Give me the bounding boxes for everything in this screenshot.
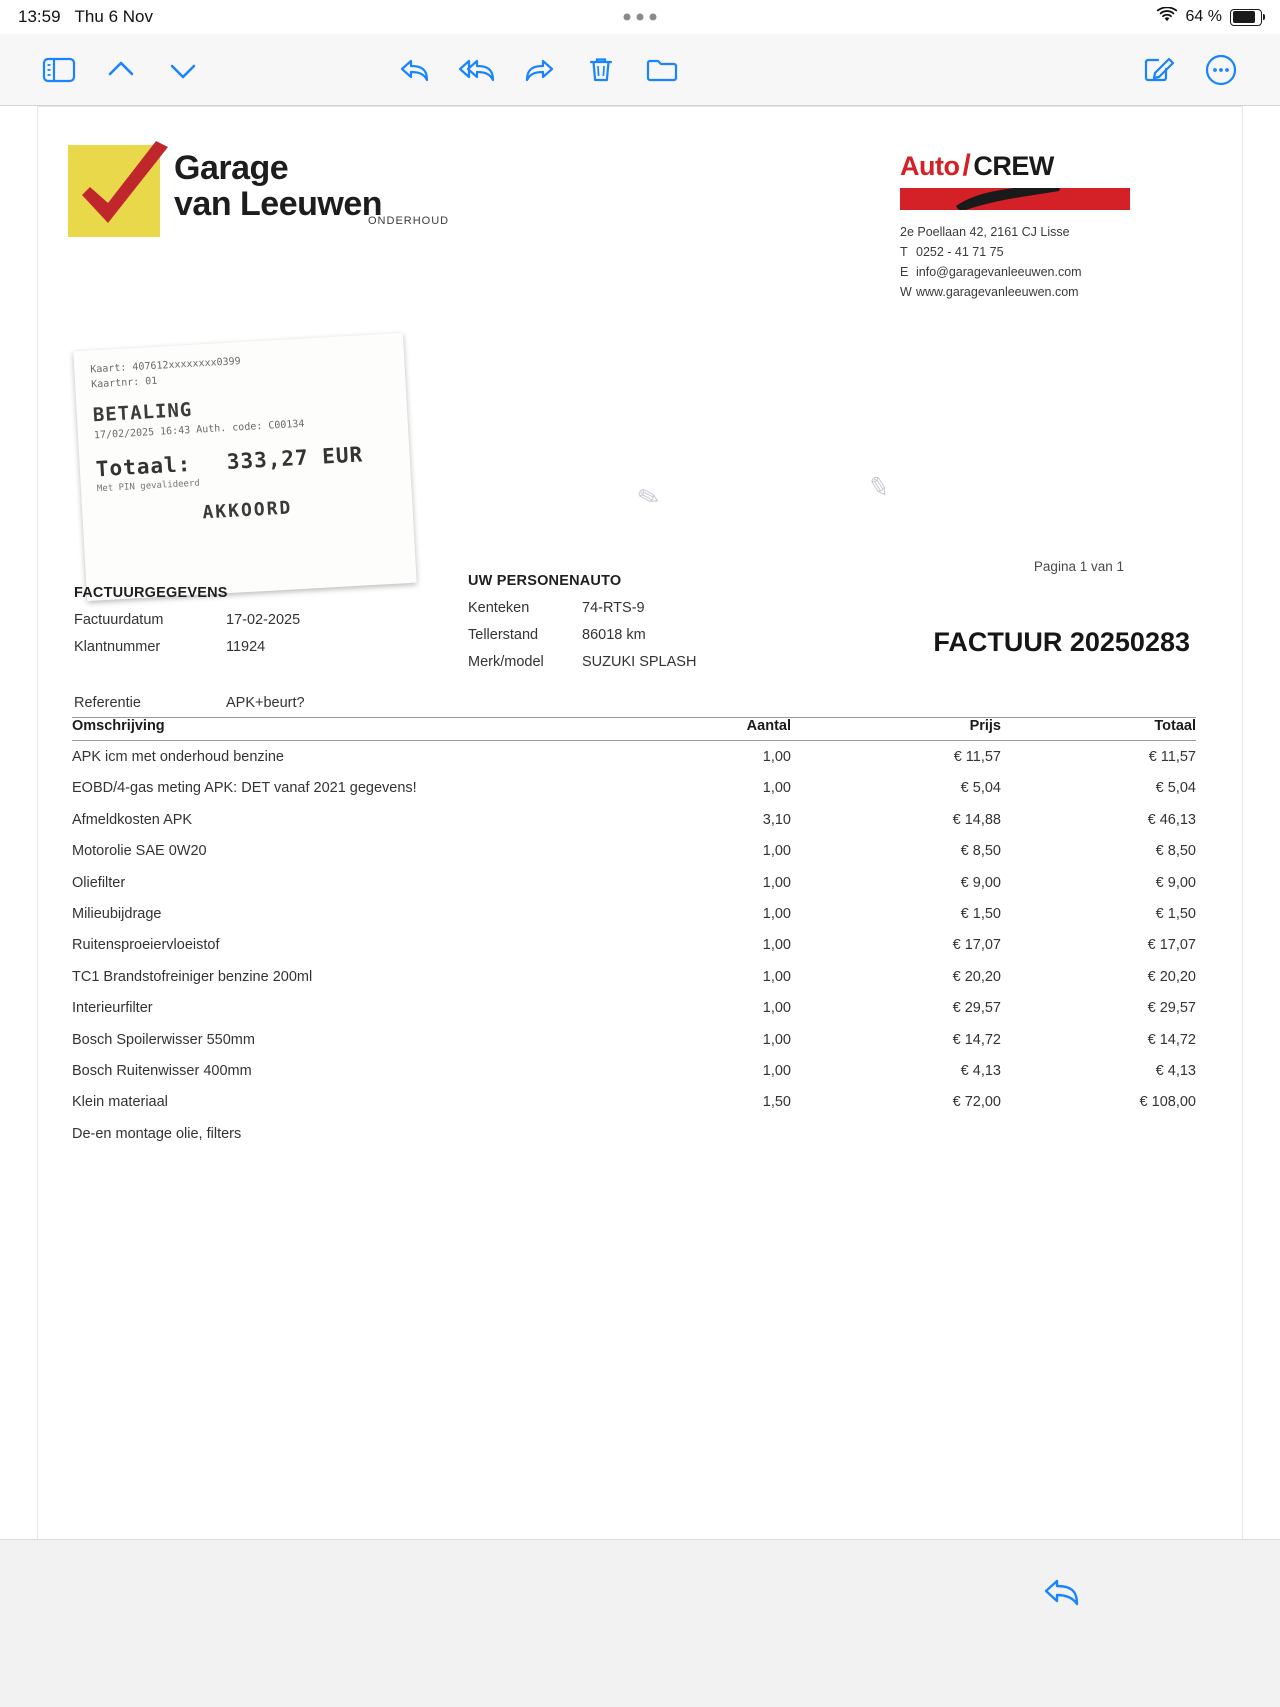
- autocrew-web: www.garagevanleeuwen.com: [916, 285, 1079, 299]
- cell-price: € 17,07: [952, 937, 1001, 954]
- invoice-data-row: [74, 612, 434, 628]
- cell-total: € 46,13: [1147, 811, 1196, 828]
- status-date: Thu 6 Nov: [74, 7, 153, 26]
- cell-total: € 29,57: [1147, 1000, 1196, 1017]
- autocrew-red-bar: [900, 188, 1130, 210]
- column-header-price: Prijs: [969, 718, 1001, 734]
- receipt-pin-note: Met PIN gevalideerd: [96, 478, 201, 495]
- chevron-down-icon[interactable]: [152, 44, 214, 96]
- status-bar-left: [18, 7, 153, 27]
- table-row: [72, 937, 1196, 968]
- column-header-description: Omschrijving: [72, 718, 165, 734]
- folder-icon[interactable]: [632, 44, 694, 96]
- cell-quantity: 1,00: [762, 780, 791, 797]
- reply-icon[interactable]: [384, 44, 446, 96]
- more-options-icon[interactable]: [1190, 44, 1252, 96]
- receipt-title: BETALING: [92, 398, 193, 427]
- wifi-icon: [1156, 7, 1178, 28]
- status-bar-handle[interactable]: [624, 14, 657, 21]
- cell-quantity: 1,00: [762, 968, 791, 985]
- invoice-data-heading: FACTUURGEGEVENS: [74, 585, 228, 601]
- vehicle-heading: UW PERSONENAUTO: [468, 573, 622, 589]
- receipt-card-nr-line: Kaartnr: 01: [90, 375, 158, 391]
- make-model-label: Merk/model: [468, 654, 544, 670]
- cell-price: € 20,20: [952, 968, 1001, 985]
- vehicle-row: [468, 654, 798, 670]
- toolbar-nav-group: [28, 44, 214, 96]
- table-row: [72, 749, 1196, 780]
- wrench-icon: [946, 188, 1096, 210]
- autocrew-email-key: E: [900, 265, 909, 279]
- invoice-date-value: 17-02-2025: [226, 612, 301, 628]
- reference-row: [74, 695, 305, 711]
- logo-line-2: van Leeuwen: [174, 184, 383, 223]
- invoice-date-label: Factuurdatum: [74, 612, 164, 628]
- autocrew-word-crew: CREW: [973, 150, 1054, 181]
- page-indicator: Pagina 1 van 1: [1033, 559, 1124, 574]
- invoice-page: [38, 107, 1242, 1647]
- table-row: [72, 843, 1196, 874]
- cell-quantity: 1,00: [762, 749, 791, 765]
- forward-icon[interactable]: [508, 44, 570, 96]
- reply-all-icon[interactable]: [446, 44, 508, 96]
- invoice-data-block: [74, 585, 434, 655]
- column-header-total: Totaal: [1154, 718, 1196, 734]
- cell-quantity: 3,10: [762, 811, 791, 828]
- cell-quantity: 1,00: [762, 1000, 791, 1017]
- invoice-number: FACTUUR 20250283: [933, 627, 1190, 657]
- autocrew-address: 2e Poellaan 42, 2161 CJ Lisse: [900, 225, 1070, 239]
- vehicle-block: [468, 573, 798, 670]
- autocrew-email: info@garagevanleeuwen.com: [916, 265, 1082, 279]
- receipt-approved: AKKOORD: [201, 497, 293, 524]
- status-time: 13:59: [18, 7, 61, 26]
- autocrew-phone: 0252 - 41 71 75: [916, 245, 1004, 259]
- reference-label: Referentie: [74, 695, 141, 711]
- cell-quantity: 1,00: [762, 843, 791, 860]
- vehicle-row: [468, 627, 798, 643]
- license-plate-value: 74-RTS-9: [582, 600, 645, 616]
- logo-tagline: ONDERHOUD: [368, 215, 450, 227]
- document-viewer[interactable]: [0, 107, 1280, 1707]
- cell-total: € 9,00: [1155, 874, 1196, 891]
- autocrew-web-key: W: [900, 285, 912, 299]
- cell-price: € 29,57: [952, 1000, 1001, 1017]
- cell-quantity: 1,00: [762, 1062, 791, 1079]
- cell-description: Afmeldkosten APK: [72, 811, 193, 828]
- handle-dot: [637, 14, 644, 21]
- cell-total: € 14,72: [1147, 1031, 1196, 1048]
- battery-fill: [1233, 11, 1255, 23]
- license-plate-label: Kenteken: [468, 600, 530, 616]
- table-row: [72, 875, 1196, 906]
- table-row: [72, 1000, 1196, 1031]
- table-row: [72, 1032, 1196, 1063]
- cell-quantity: 1,50: [762, 1094, 791, 1111]
- invoice-data-row: [74, 639, 434, 655]
- cell-price: € 8,50: [960, 843, 1001, 860]
- cell-price: € 5,04: [960, 780, 1001, 797]
- reply-icon[interactable]: [1040, 1574, 1084, 1615]
- autocrew-phone-key: T: [900, 245, 908, 259]
- receipt-datetime: 17/02/2025 16:43 Auth. code: C00134: [93, 418, 305, 442]
- cell-description: Bosch Ruitenwisser 400mm: [72, 1062, 252, 1079]
- cell-price: € 11,57: [953, 749, 1001, 765]
- cell-total: € 8,50: [1155, 843, 1196, 860]
- table-row: [72, 1094, 1196, 1125]
- table-row: [72, 780, 1196, 811]
- handle-dot: [624, 14, 631, 21]
- toolbar-right-group: [1128, 44, 1252, 96]
- cell-total: € 17,07: [1147, 937, 1196, 954]
- cell-quantity: 1,00: [762, 905, 791, 922]
- toolbar-action-group: [384, 44, 694, 96]
- cell-quantity: 1,00: [762, 874, 791, 891]
- table-row: [72, 812, 1196, 843]
- vehicle-row: [468, 600, 798, 616]
- battery-icon: [1230, 9, 1262, 26]
- cell-description: Bosch Spoilerwisser 550mm: [72, 1031, 255, 1048]
- table-row: [72, 969, 1196, 1000]
- cell-description: Oliefilter: [72, 874, 126, 891]
- cell-price: € 4,13: [960, 1062, 1001, 1079]
- cell-description: Motorolie SAE 0W20: [72, 843, 207, 860]
- cell-description: APK icm met onderhoud benzine: [72, 749, 284, 765]
- table-row: [72, 906, 1196, 937]
- autocrew-slash-icon: /: [962, 149, 971, 182]
- receipt-total-label: Totaal:: [95, 452, 192, 482]
- reference-value: APK+beurt?: [226, 695, 305, 711]
- cell-price: € 1,50: [960, 905, 1001, 922]
- cell-description: EOBD/4-gas meting APK: DET vanaf 2021 gegevens!: [72, 780, 417, 797]
- cell-description: De-en montage olie, filters: [72, 1125, 242, 1142]
- bottom-toolbar: [0, 1539, 1280, 1707]
- garage-logo-text: [174, 145, 382, 222]
- receipt-card-line: Kaart: 407612xxxxxxxx0399: [90, 356, 241, 376]
- cell-total: € 20,20: [1147, 968, 1196, 985]
- cell-description: TC1 Brandstofreiniger benzine 200ml: [72, 968, 313, 985]
- mail-toolbar: [0, 34, 1280, 106]
- battery-percent-label: 64 %: [1185, 8, 1222, 25]
- cell-price: € 72,00: [952, 1094, 1001, 1111]
- cell-quantity: 1,00: [762, 937, 791, 954]
- status-bar: [0, 0, 1280, 34]
- cell-quantity: 1,00: [762, 1031, 791, 1048]
- handle-dot: [650, 14, 657, 21]
- scan-smudge: ✎: [633, 479, 664, 515]
- customer-number-label: Klantnummer: [74, 639, 161, 655]
- odometer-label: Tellerstand: [468, 627, 539, 643]
- cell-total: € 1,50: [1155, 905, 1196, 922]
- cell-price: € 14,88: [952, 811, 1001, 828]
- scan-smudge: ✎: [865, 470, 893, 504]
- garage-logo: [68, 145, 488, 227]
- table-header-row: [72, 718, 1196, 740]
- compose-icon[interactable]: [1128, 44, 1190, 96]
- trash-icon[interactable]: [570, 44, 632, 96]
- autocrew-word-auto: Auto: [900, 150, 960, 181]
- cell-price: € 14,72: [952, 1031, 1001, 1048]
- column-header-quantity: Aantal: [746, 718, 791, 734]
- cell-description: Milieubijdrage: [72, 905, 162, 922]
- cell-total: € 11,57: [1148, 749, 1196, 765]
- status-bar-right: [1156, 7, 1262, 28]
- customer-number-value: 11924: [226, 639, 266, 655]
- cell-price: € 9,00: [960, 874, 1001, 891]
- autocrew-contact-block: [900, 222, 1130, 302]
- table-row: [72, 1063, 1196, 1094]
- sidebar-toggle-icon[interactable]: [28, 44, 90, 96]
- make-model-value: SUZUKI SPLASH: [582, 654, 697, 670]
- logo-line-1: Garage: [174, 149, 289, 187]
- receipt-total-value: 333,27 EUR: [226, 442, 364, 474]
- odometer-value: 86018 km: [582, 627, 646, 643]
- checkmark-logo-icon: [68, 145, 160, 237]
- autocrew-logo: [900, 149, 1130, 302]
- cell-total: € 4,13: [1155, 1062, 1196, 1079]
- cell-total: € 108,00: [1139, 1094, 1196, 1111]
- cell-description: Interieurfilter: [72, 1000, 153, 1017]
- chevron-up-icon[interactable]: [90, 44, 152, 96]
- cell-total: € 5,04: [1155, 780, 1196, 797]
- payment-receipt-photo: [73, 333, 416, 601]
- cell-description: Ruitensproeiervloeistof: [72, 937, 220, 954]
- cell-description: Klein materiaal: [72, 1094, 168, 1111]
- line-items-table: [72, 717, 1196, 1157]
- table-row: [72, 1126, 1196, 1157]
